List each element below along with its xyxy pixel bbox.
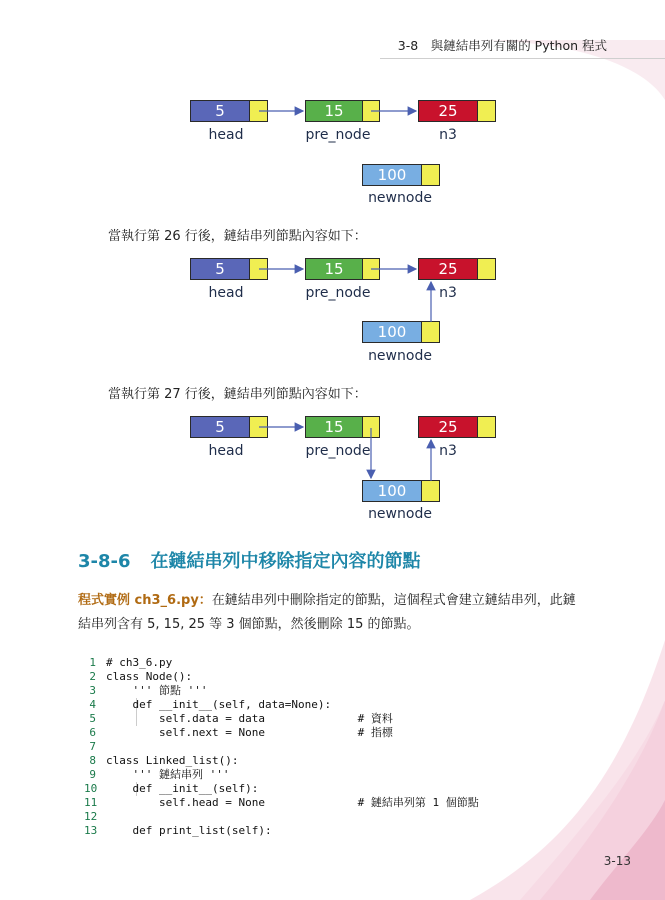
- running-header: 3-8 與鏈結串列有關的 Python 程式: [397, 38, 607, 53]
- line-number: 7: [89, 740, 96, 753]
- code-text: ''' 鏈結串列 ''': [106, 768, 230, 781]
- code-line: [84, 642, 173, 669]
- intro-text-1: 在鏈結串列中刪除指定的節點，這個程式會建立鏈結串列，此鏈: [211, 593, 576, 608]
- line-number: 2: [89, 670, 96, 683]
- example-tag: 程式實例 ch3_6.py：: [78, 593, 212, 608]
- line-number: 8: [89, 754, 96, 767]
- node-head-value: 5: [215, 102, 225, 120]
- node-new-label: newnode: [368, 348, 432, 364]
- line-number: 10: [84, 782, 98, 795]
- intro-line-2: 結串列含有 5, 15, 25 等 3 個節點，然後刪除 15 的節點。: [78, 617, 420, 632]
- node-pre-value: 15: [324, 418, 344, 436]
- node-head-label: head: [208, 443, 244, 459]
- code-text: def print_list(self):: [106, 824, 272, 837]
- line-number: 11: [84, 796, 98, 809]
- section-number: 3-8-6: [78, 551, 131, 572]
- line-number: 13: [84, 824, 98, 837]
- code-text: class Linked_list():: [106, 754, 239, 767]
- node-pre-value: 15: [324, 260, 344, 278]
- node-pre-value: 15: [324, 102, 344, 120]
- line-number: 9: [89, 768, 96, 781]
- line-number: 6: [89, 726, 96, 739]
- section-heading: [78, 547, 421, 573]
- node-head-label: head: [208, 127, 244, 143]
- node-head-value: 5: [215, 418, 225, 436]
- node-n3-value: 25: [438, 418, 458, 436]
- node-head-label: head: [208, 285, 244, 301]
- code-text: self.next = None # 指標: [106, 726, 393, 739]
- code-line: [84, 796, 111, 823]
- line-number: 4: [89, 698, 96, 711]
- node-new-label: newnode: [368, 190, 432, 206]
- node-head-value: 5: [215, 260, 225, 278]
- code-text: self.data = data # 資料: [106, 712, 393, 725]
- code-line: [84, 740, 239, 767]
- paragraph-line-26: 當執行第 26 行後，鏈結串列節點內容如下：: [108, 229, 367, 244]
- node-new-label: newnode: [368, 506, 432, 522]
- line-number: 1: [89, 656, 96, 669]
- code-text: class Node():: [106, 670, 193, 683]
- section-title: 在鏈結串列中移除指定內容的節點: [150, 551, 421, 572]
- node-n3-value: 25: [438, 102, 458, 120]
- line-number: 5: [89, 712, 96, 725]
- intro-line-1: [78, 589, 576, 608]
- code-line: [84, 810, 272, 837]
- node-new-value: 100: [377, 166, 407, 184]
- line-number: 12: [84, 810, 98, 823]
- paragraph-line-27: 當執行第 27 行後，鏈結串列節點內容如下：: [108, 387, 367, 402]
- node-pre-label: pre_node: [305, 443, 371, 459]
- code-listing: [84, 642, 604, 837]
- code-text: # ch3_6.py: [106, 656, 173, 669]
- code-text: def __init__(self, data=None):: [106, 698, 332, 711]
- node-n3-label: n3: [439, 285, 457, 301]
- node-new-value: 100: [377, 482, 407, 500]
- node-n3-label: n3: [439, 127, 457, 143]
- node-pre-label: pre_node: [305, 285, 371, 301]
- node-n3-value: 25: [438, 260, 458, 278]
- code-text: ''' 節點 ''': [106, 684, 208, 697]
- node-n3-label: n3: [439, 443, 457, 459]
- line-number: 3: [89, 684, 96, 697]
- code-text: self.head = None # 鏈結串列第 1 個節點: [106, 796, 479, 809]
- node-pre-label: pre_node: [305, 127, 371, 143]
- page-number: 3-13: [603, 854, 631, 868]
- code-text: def __init__(self):: [106, 782, 259, 795]
- node-new-value: 100: [377, 323, 407, 341]
- code-line: [84, 726, 111, 753]
